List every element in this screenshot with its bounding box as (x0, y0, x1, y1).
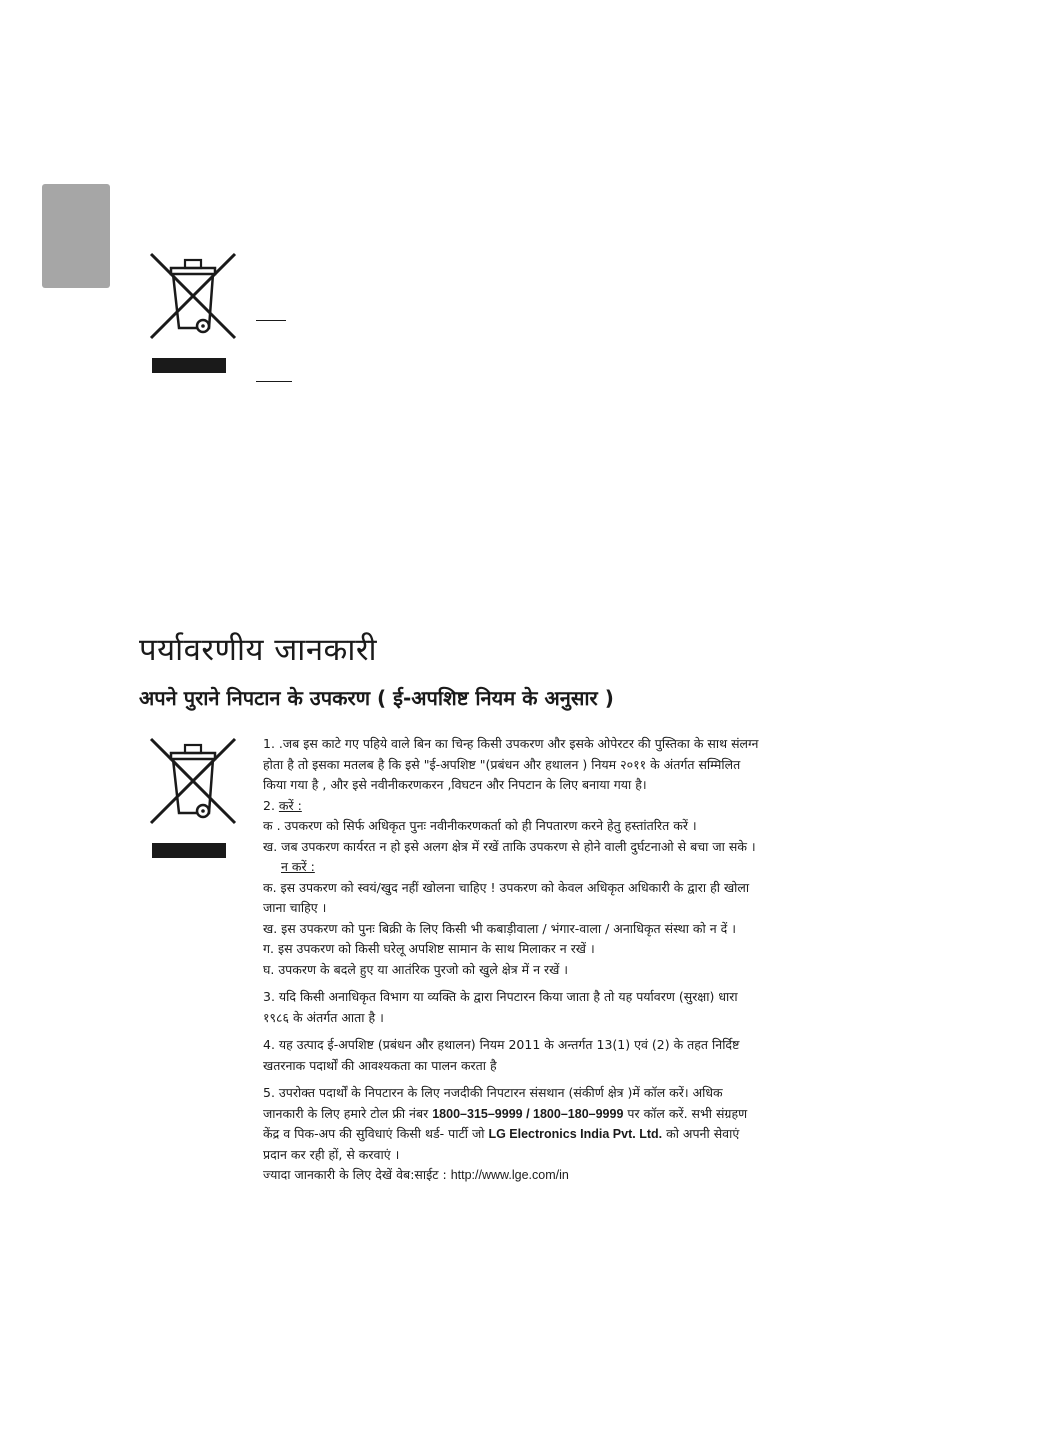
donts-item-a: क. इस उपकरण को स्वयं/खुद नहीं खोलना चाहिए ! उपकरण को केवल अधिकृत अधिकारी के द्वारा ही खोला जाना चाहिए । (263, 879, 750, 915)
donts-item-c: ग. इस उपकरण को किसी घरेलू अपशिष्ट सामान के साथ मिलाकर न रखें । (263, 941, 595, 956)
paragraph-5-text-c: को अपनी सेवाएं प्रदान कर रही हों, से करवाएं । (263, 1126, 740, 1162)
paragraph-1: 1. .जब इस काटे गए पहिये वाले बिन का चिन्ह किसी उपकरण और इसके ओपेरटर की पुस्तिका के साथ संलग्न होता है तो इसका मतलब है कि इसे "ई-अपशिष्ट "(प्रबंधन और हथालन ) नियम २०११ के अंतर्गत सम्मिलित किया गया है , और इसे नवीनीकरणकरन ,विघटन और निपटान के लिए बनाया गया है। (263, 736, 759, 792)
website-line (263, 1165, 759, 1186)
disposal-instructions (263, 734, 759, 1186)
page-title: पर्यावरणीय जानकारी (139, 632, 378, 668)
section-subtitle: अपने पुराने निपटान के उपकरण ( ई-अपशिष्ट नियम के अनुसार ) (139, 686, 614, 710)
paragraph-4: 4. यह उत्पाद ई-अपशिष्ट (प्रबंधन और हथालन) नियम 2011 के अन्तर्गत 13(1) एवं (2) के तहत निर्दिष्ट खतरनाक पदार्थों की आवश्यकता का पालन करता है (263, 1037, 740, 1073)
paragraph-5-text-b: पर कॉल करें. सभी संग्रहण केंद्र व पिक-अप की सुविधाएं किसी थर्ड- पार्टी जो (263, 1105, 748, 1141)
paragraph-3: 3. यदि किसी अनाधिकृत विभाग या व्यक्ति के द्वारा निपटारन किया जाता है तो यह पर्यावरण (सुरक्षा) धारा १९८६ के अंतर्गत आता है । (263, 989, 738, 1025)
donts-item-d: घ. उपकरण के बदले हुए या आतंरिक पुरजो को खुले क्षेत्र में न रखें । (263, 961, 569, 977)
crossed-bin-icon (147, 733, 239, 825)
donts-heading (263, 857, 759, 878)
donts-label: न करें : (281, 859, 315, 874)
paragraph-5 (263, 1083, 759, 1165)
dos-item-b: ख. जब उपकरण कार्यरत न हो इसे अलग क्षेत्र में रखें ताकि उपकरण से होने वाली दुर्घटनाओ से बचा जा सके । (263, 838, 756, 854)
company-name: LG Electronics India Pvt. Ltd. (488, 1127, 663, 1141)
short-rule (256, 381, 292, 382)
website-link[interactable]: http://www.lge.com/in (450, 1168, 569, 1182)
dos-label: करें : (278, 797, 302, 813)
language-side-tab (42, 184, 110, 288)
crossed-bin-icon (147, 248, 239, 340)
short-rule (256, 320, 286, 321)
bin-underline-bar (152, 843, 226, 858)
dos-number: 2. (263, 797, 275, 813)
donts-item-b: ख. इस उपकरण को पुनः बिक्री के लिए किसी भी कबाड़ीवाला / भंगार-वाला / अनाधिकृत संस्था को न दें । (263, 920, 736, 936)
paragraph-5-text-a: 5. उपरोक्त पदार्थों के निपटारन के लिए नजदीकी निपटारन संसथान (संकीर्ण क्षेत्र )में कॉल करें। अधिक जानकारी के लिए हमारे टोल फ्री नंबर (263, 1085, 723, 1121)
toll-free-numbers: 1800–315–9999 / 1800–180–9999 (432, 1106, 624, 1121)
dos-heading (263, 796, 759, 817)
bin-underline-bar (152, 358, 226, 373)
website-label: ज्यादा जानकारी के लिए देखें वेब:साईट : (263, 1167, 447, 1182)
dos-item-a: क . उपकरण को सिर्फ अधिकृत पुनः नवीनीकरणकर्ता को ही निपतारण करने हेतु हस्तांतरित करें । (263, 818, 697, 833)
